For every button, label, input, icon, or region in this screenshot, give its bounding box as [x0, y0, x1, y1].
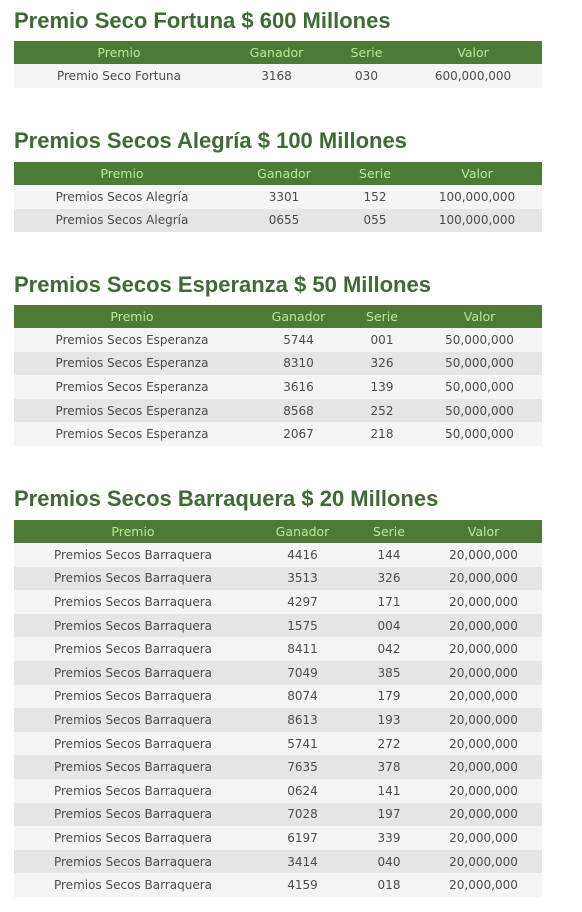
table-row [14, 685, 542, 709]
prize-table [14, 305, 542, 446]
table-header-row [14, 162, 542, 185]
cell-valor: 50,000,000 [417, 352, 542, 376]
cell-valor: 100,000,000 [412, 209, 542, 233]
cell-serie: 004 [353, 614, 425, 638]
cell-premio: Premios Secos Esperanza [14, 422, 250, 446]
cell-premio: Premios Secos Esperanza [14, 352, 250, 376]
table-header-row [14, 520, 542, 543]
table-row [14, 873, 542, 897]
cell-ganador: 0624 [252, 779, 353, 803]
cell-ganador: 4159 [252, 873, 353, 897]
cell-ganador: 1575 [252, 614, 353, 638]
cell-premio: Premios Secos Barraquera [14, 567, 252, 591]
cell-serie: 193 [353, 708, 425, 732]
cell-serie: 139 [347, 375, 417, 399]
cell-serie: 171 [353, 590, 425, 614]
cell-serie: 144 [353, 543, 425, 567]
cell-ganador: 3616 [250, 375, 347, 399]
cell-valor: 20,000,000 [425, 779, 542, 803]
table-row [14, 732, 542, 756]
table-row [14, 328, 542, 352]
cell-serie: 055 [338, 209, 412, 233]
cell-serie: 018 [353, 873, 425, 897]
cell-premio: Premios Secos Barraquera [14, 850, 252, 874]
table-row [14, 399, 542, 423]
table-header-row [14, 305, 542, 328]
table-row [14, 422, 542, 446]
cell-serie: 197 [353, 803, 425, 827]
cell-ganador: 3414 [252, 850, 353, 874]
cell-ganador: 6197 [252, 826, 353, 850]
cell-serie: 326 [347, 352, 417, 376]
cell-valor: 50,000,000 [417, 399, 542, 423]
cell-premio: Premios Secos Barraquera [14, 732, 252, 756]
table-row [14, 64, 542, 88]
table-row [14, 352, 542, 376]
cell-serie: 141 [353, 779, 425, 803]
cell-serie: 272 [353, 732, 425, 756]
table-row [14, 661, 542, 685]
cell-serie: 042 [353, 637, 425, 661]
header-premio: Premio [14, 520, 252, 543]
cell-ganador: 8074 [252, 685, 353, 709]
cell-premio: Premios Secos Barraquera [14, 637, 252, 661]
cell-premio: Premios Secos Barraquera [14, 803, 252, 827]
cell-premio: Premios Secos Barraquera [14, 685, 252, 709]
cell-premio: Premio Seco Fortuna [14, 64, 224, 88]
section-title: Premios Secos Barraquera $ 20 Millones [14, 486, 439, 511]
header-ganador: Ganador [250, 305, 347, 328]
cell-valor: 20,000,000 [425, 803, 542, 827]
prize-table [14, 41, 542, 88]
cell-valor: 20,000,000 [425, 543, 542, 567]
cell-ganador: 2067 [250, 422, 347, 446]
cell-valor: 20,000,000 [425, 873, 542, 897]
cell-premio: Premios Secos Barraquera [14, 873, 252, 897]
cell-valor: 50,000,000 [417, 422, 542, 446]
cell-valor: 600,000,000 [404, 64, 542, 88]
cell-ganador: 3513 [252, 567, 353, 591]
section-title: Premios Secos Esperanza $ 50 Millones [14, 272, 431, 297]
header-serie: Serie [347, 305, 417, 328]
table-row [14, 637, 542, 661]
cell-ganador: 7635 [252, 755, 353, 779]
header-valor: Valor [425, 520, 542, 543]
prize-table [14, 162, 542, 232]
table-row [14, 826, 542, 850]
table-row [14, 803, 542, 827]
header-ganador: Ganador [252, 520, 353, 543]
cell-valor: 20,000,000 [425, 685, 542, 709]
header-valor: Valor [417, 305, 542, 328]
cell-valor: 50,000,000 [417, 328, 542, 352]
cell-valor: 20,000,000 [425, 637, 542, 661]
cell-ganador: 5744 [250, 328, 347, 352]
cell-premio: Premios Secos Barraquera [14, 779, 252, 803]
cell-ganador: 3301 [230, 185, 338, 209]
table-row [14, 755, 542, 779]
cell-valor: 20,000,000 [425, 850, 542, 874]
cell-ganador: 8310 [250, 352, 347, 376]
header-premio: Premio [14, 162, 230, 185]
header-ganador: Ganador [224, 41, 329, 64]
header-valor: Valor [404, 41, 542, 64]
cell-valor: 100,000,000 [412, 185, 542, 209]
table-row [14, 590, 542, 614]
cell-premio: Premios Secos Esperanza [14, 328, 250, 352]
section-title: Premio Seco Fortuna $ 600 Millones [14, 8, 391, 33]
cell-ganador: 4416 [252, 543, 353, 567]
cell-premio: Premios Secos Barraquera [14, 826, 252, 850]
cell-premio: Premios Secos Barraquera [14, 661, 252, 685]
header-serie: Serie [329, 41, 404, 64]
cell-valor: 20,000,000 [425, 614, 542, 638]
cell-serie: 326 [353, 567, 425, 591]
cell-ganador: 5741 [252, 732, 353, 756]
cell-ganador: 8613 [252, 708, 353, 732]
cell-premio: Premios Secos Barraquera [14, 590, 252, 614]
cell-premio: Premios Secos Barraquera [14, 543, 252, 567]
cell-valor: 20,000,000 [425, 590, 542, 614]
cell-serie: 378 [353, 755, 425, 779]
cell-premio: Premios Secos Esperanza [14, 375, 250, 399]
table-row [14, 185, 542, 209]
header-ganador: Ganador [230, 162, 338, 185]
cell-serie: 252 [347, 399, 417, 423]
cell-serie: 218 [347, 422, 417, 446]
cell-valor: 20,000,000 [425, 567, 542, 591]
cell-premio: Premios Secos Alegría [14, 209, 230, 233]
cell-serie: 385 [353, 661, 425, 685]
cell-ganador: 3168 [224, 64, 329, 88]
cell-premio: Premios Secos Barraquera [14, 708, 252, 732]
header-premio: Premio [14, 41, 224, 64]
header-serie: Serie [353, 520, 425, 543]
table-header-row [14, 41, 542, 64]
cell-serie: 339 [353, 826, 425, 850]
header-serie: Serie [338, 162, 412, 185]
cell-serie: 001 [347, 328, 417, 352]
cell-serie: 152 [338, 185, 412, 209]
header-valor: Valor [412, 162, 542, 185]
table-row [14, 850, 542, 874]
cell-premio: Premios Secos Esperanza [14, 399, 250, 423]
cell-valor: 20,000,000 [425, 755, 542, 779]
cell-premio: Premios Secos Alegría [14, 185, 230, 209]
cell-ganador: 7028 [252, 803, 353, 827]
prize-table [14, 520, 542, 897]
table-row [14, 375, 542, 399]
cell-ganador: 0655 [230, 209, 338, 233]
cell-valor: 50,000,000 [417, 375, 542, 399]
cell-valor: 20,000,000 [425, 732, 542, 756]
cell-ganador: 7049 [252, 661, 353, 685]
table-row [14, 614, 542, 638]
table-row [14, 209, 542, 233]
cell-serie: 179 [353, 685, 425, 709]
cell-ganador: 8568 [250, 399, 347, 423]
cell-ganador: 8411 [252, 637, 353, 661]
cell-ganador: 4297 [252, 590, 353, 614]
table-row [14, 567, 542, 591]
section-title: Premios Secos Alegría $ 100 Millones [14, 128, 407, 153]
cell-valor: 20,000,000 [425, 826, 542, 850]
table-row [14, 543, 542, 567]
cell-premio: Premios Secos Barraquera [14, 614, 252, 638]
cell-valor: 20,000,000 [425, 661, 542, 685]
table-row [14, 708, 542, 732]
header-premio: Premio [14, 305, 250, 328]
cell-serie: 040 [353, 850, 425, 874]
table-row [14, 779, 542, 803]
cell-serie: 030 [329, 64, 404, 88]
cell-valor: 20,000,000 [425, 708, 542, 732]
cell-premio: Premios Secos Barraquera [14, 755, 252, 779]
